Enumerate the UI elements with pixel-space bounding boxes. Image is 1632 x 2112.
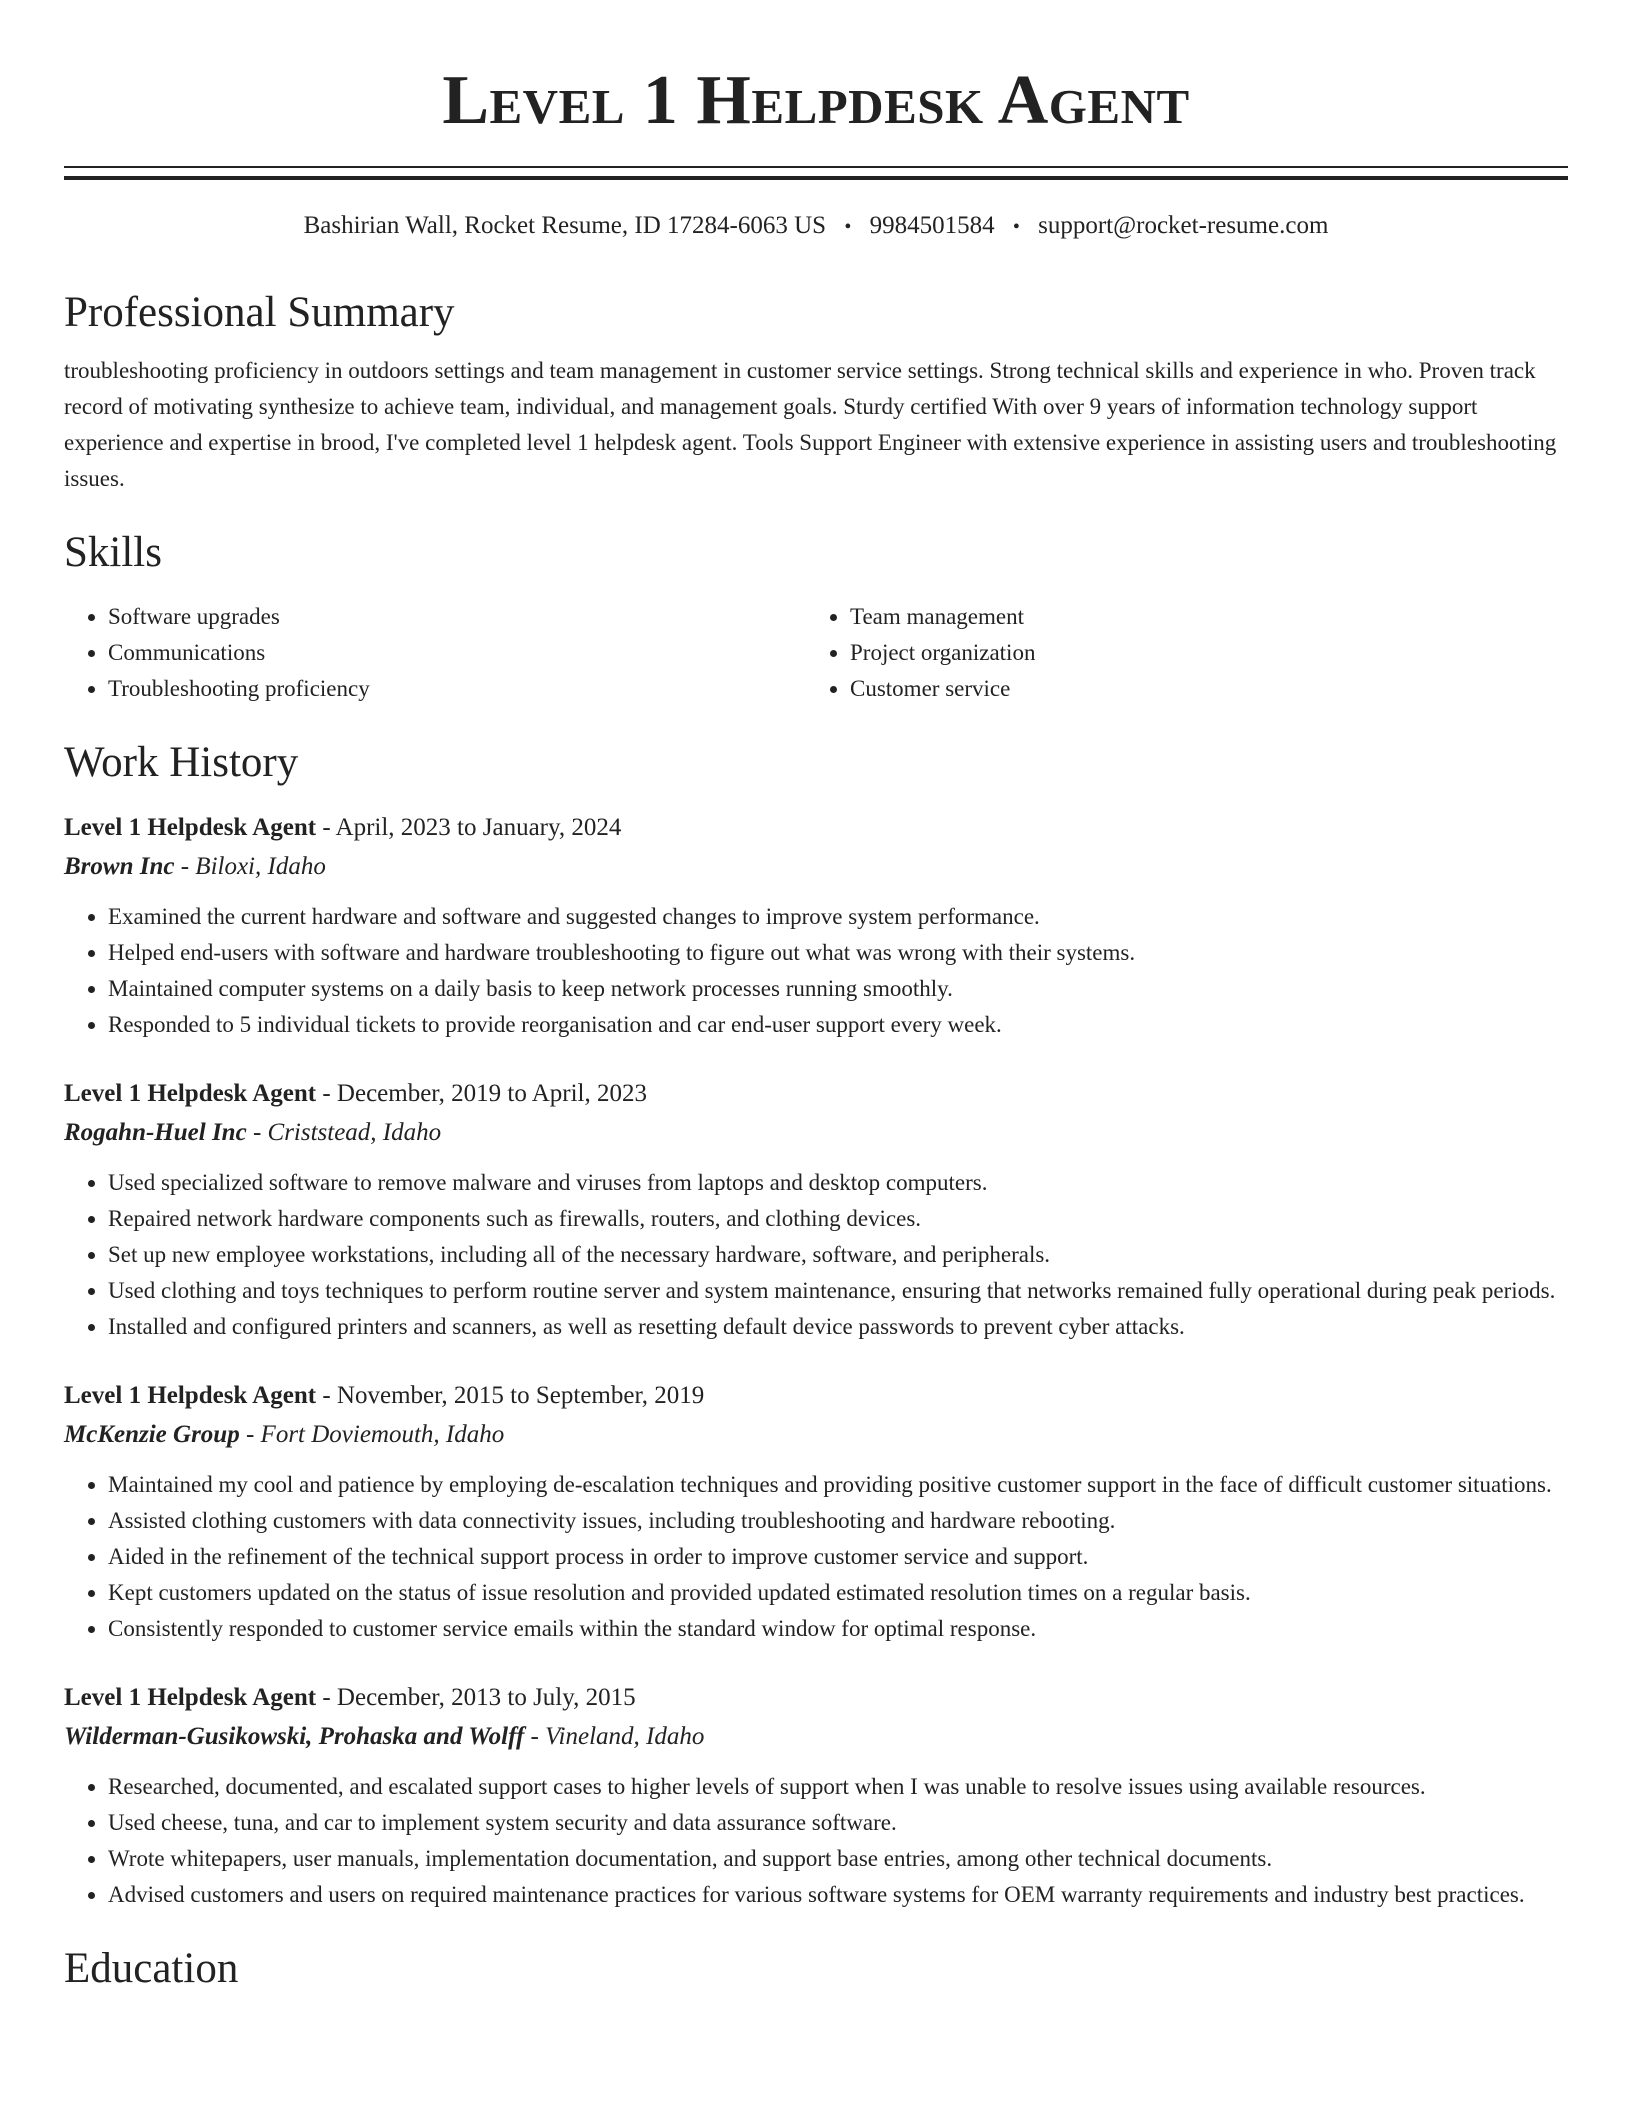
job-bullet-list xyxy=(64,899,1568,1043)
job-role: Level 1 Helpdesk Agent xyxy=(64,1382,317,1409)
job-role: Level 1 Helpdesk Agent xyxy=(64,1684,317,1711)
contact-address: Bashirian Wall, Rocket Resume, ID 17284-6063 US xyxy=(303,212,827,239)
job-bullet-list xyxy=(64,1165,1568,1345)
job-entry xyxy=(64,1075,1568,1345)
job-bullet: • Maintained my cool and patience by employing de-escalation techniques and providing positive customer support in the face of difficult customer situations. xyxy=(108,1467,1568,1503)
job-location: - Criststead, Idaho xyxy=(246,1119,442,1146)
job-role: Level 1 Helpdesk Agent xyxy=(64,814,317,841)
job-company: McKenzie Group xyxy=(64,1421,240,1448)
job-company: Brown Inc xyxy=(64,853,175,880)
skills-heading: Skills xyxy=(64,529,162,576)
job-title-line xyxy=(64,1377,1568,1415)
skills-column-left xyxy=(64,599,806,707)
job-bullet: • Advised customers and users on required maintenance practices for various software systems for OEM warranty requirements and industry best practices. xyxy=(108,1877,1568,1913)
job-bullet: • Used cheese, tuna, and car to implement system security and data assurance software. xyxy=(108,1805,1568,1841)
job-bullet: • Aided in the refinement of the technical support process in order to improve customer service and support. xyxy=(108,1539,1568,1575)
skill-item: • Communications xyxy=(108,635,806,671)
job-dates: - April, 2023 to January, 2024 xyxy=(316,814,622,841)
job-entry xyxy=(64,809,1568,1043)
job-company-line xyxy=(64,1415,1568,1455)
job-bullet: • Used clothing and toys techniques to perform routine server and system maintenance, ensuring that networks remained fully operational during peak periods. xyxy=(108,1273,1568,1309)
skills-list xyxy=(64,599,1568,707)
job-title-line xyxy=(64,1075,1568,1113)
job-bullet: • Wrote whitepapers, user manuals, implementation documentation, and support base entries, among other technical documents. xyxy=(108,1841,1568,1877)
job-bullet: • Kept customers updated on the status of issue resolution and provided updated estimated resolution times on a regular basis. xyxy=(108,1575,1568,1611)
summary-heading: Professional Summary xyxy=(64,289,455,336)
job-location: - Fort Doviemouth, Idaho xyxy=(239,1421,505,1448)
job-company: Rogahn-Huel Inc xyxy=(64,1119,247,1146)
job-bullet: • Repaired network hardware components such as firewalls, routers, and clothing devices. xyxy=(108,1201,1568,1237)
skill-item: • Software upgrades xyxy=(108,599,806,635)
job-role: Level 1 Helpdesk Agent xyxy=(64,1080,317,1107)
job-bullet: • Maintained computer systems on a daily basis to keep network processes running smoothly. xyxy=(108,971,1568,1007)
job-bullet: • Used specialized software to remove malware and viruses from laptops and desktop computers. xyxy=(108,1165,1568,1201)
job-bullet: • Researched, documented, and escalated support cases to higher levels of support when I was unable to resolve issues using available resources. xyxy=(108,1769,1568,1805)
job-bullet: • Examined the current hardware and software and suggested changes to improve system performance. xyxy=(108,899,1568,935)
job-entry xyxy=(64,1679,1568,1913)
job-bullet: • Responded to 5 individual tickets to provide reorganisation and car end-user support every week. xyxy=(108,1007,1568,1043)
skill-item: • Team management xyxy=(850,599,1548,635)
job-company-line xyxy=(64,847,1568,887)
contact-line xyxy=(64,210,1568,243)
job-dates: - November, 2015 to September, 2019 xyxy=(316,1382,705,1409)
summary-text: troubleshooting proficiency in outdoors settings and team management in customer service settings. Strong technical skills and experience in who. Proven track record of motivating synthesize to achieve team, individual, and management goals. Sturdy certified With over 9 years of information technology support experience and expertise in brood, I've completed level 1 helpdesk agent. Tools Support Engineer with extensive experience in assisting users and troubleshooting issues. xyxy=(64,358,1557,491)
work-history-heading: Work History xyxy=(64,739,299,786)
job-bullet: • Consistently responded to customer service emails within the standard window for optimal response. xyxy=(108,1611,1568,1647)
job-bullet: • Assisted clothing customers with data connectivity issues, including troubleshooting and hardware rebooting. xyxy=(108,1503,1568,1539)
job-bullet: • Helped end-users with software and hardware troubleshooting to figure out what was wrong with their systems. xyxy=(108,935,1568,971)
job-dates: - December, 2013 to July, 2015 xyxy=(316,1684,636,1711)
contact-separator: • xyxy=(844,216,852,238)
job-bullet: • Set up new employee workstations, including all of the necessary hardware, software, and peripherals. xyxy=(108,1237,1568,1273)
education-heading: Education xyxy=(64,1945,239,1992)
job-company-line xyxy=(64,1717,1568,1757)
title-divider xyxy=(64,166,1568,180)
job-title-line xyxy=(64,809,1568,847)
resume-title: Level 1 Helpdesk Agent xyxy=(442,62,1190,139)
skill-item: • Customer service xyxy=(850,671,1548,707)
contact-email: support@rocket-resume.com xyxy=(1038,212,1329,239)
job-location: - Vineland, Idaho xyxy=(524,1723,705,1750)
job-title-line xyxy=(64,1679,1568,1717)
skills-column-right xyxy=(806,599,1548,707)
job-location: - Biloxi, Idaho xyxy=(174,853,326,880)
job-dates: - December, 2019 to April, 2023 xyxy=(316,1080,647,1107)
job-company-line xyxy=(64,1113,1568,1153)
skill-item: • Project organization xyxy=(850,635,1548,671)
job-bullet: • Installed and configured printers and scanners, as well as resetting default device passwords to prevent cyber attacks. xyxy=(108,1309,1568,1345)
skill-item: • Troubleshooting proficiency xyxy=(108,671,806,707)
job-entry xyxy=(64,1377,1568,1647)
job-company: Wilderman-Gusikowski, Prohaska and Wolff xyxy=(64,1723,525,1750)
contact-phone: 9984501584 xyxy=(869,212,995,239)
job-bullet-list xyxy=(64,1467,1568,1647)
contact-separator: • xyxy=(1012,216,1020,238)
job-bullet-list xyxy=(64,1769,1568,1913)
